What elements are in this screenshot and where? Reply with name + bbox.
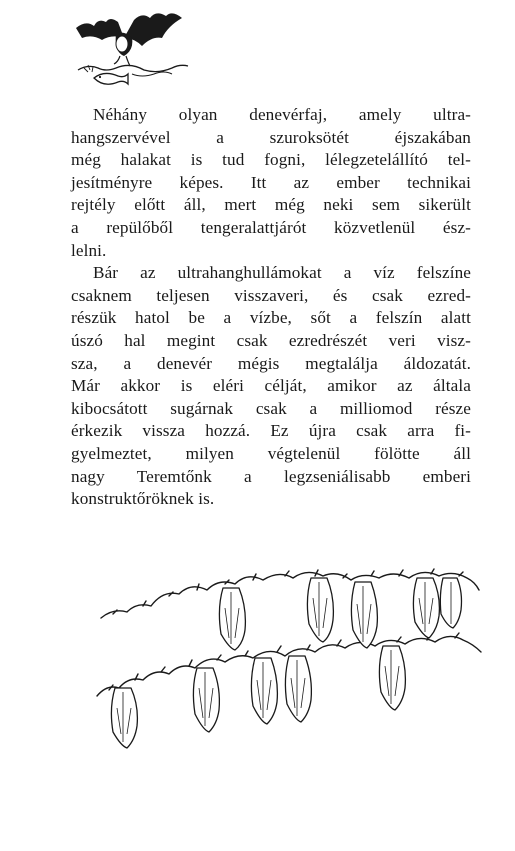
hanging-bat [307,578,333,642]
text-line: csaknem teljesen visszaveri, és csak ezred- [71,285,471,305]
text-line: nagy Teremtőnk a legzseniálisabb emberi [71,466,471,486]
hanging-bat [111,688,137,748]
cave-ceiling-lower-texture [109,633,459,690]
text-line: hangszervével a szuroksötét éjszakában [71,127,471,147]
text-line: Már akkor is eléri célját, amikor az általa [71,376,471,396]
paragraph-2 [71,262,471,511]
bat-feet [114,56,130,66]
hanging-bat [285,656,311,722]
text-line: Bár az ultrahanghullámokat a víz felszíne [93,263,471,283]
text-line: konstruktőröknek is. [71,489,215,509]
paragraph-1 [71,104,471,262]
hanging-bat [251,658,277,724]
hanging-bat [413,578,439,638]
text-line: gyelmeztet, milyen végtelenül fölötte áll [71,443,471,463]
water-line [78,65,188,71]
hanging-bat [379,646,405,710]
bat-fishing-illustration [72,8,192,90]
text-line: még halakat is tud fogni, lélegzetelállító tel- [71,150,471,170]
water-line-2 [132,72,172,76]
hanging-bats-illustration [93,568,483,778]
text-line: Néhány olyan denevérfaj, amely ultra- [93,105,471,124]
fish [94,73,128,84]
text-line: lelni. [71,240,107,260]
text-line: kibocsátott sugárnak csak a milliomod része [71,398,471,418]
bat-wing-right [124,13,182,46]
text-line: részük hatol be a vízbe, sőt a felszín alatt [71,308,471,328]
text-line: rejtély előtt áll, mert még neki sem sikerült [71,195,471,215]
hanging-bat [193,668,219,732]
hanging-bat [219,588,245,650]
hanging-bat [351,582,377,648]
body-text [71,104,471,511]
text-line: a repülőből tengeralattjárót közvetlenül ész- [71,217,471,237]
text-line: úszó hal megint csak ezredrészét veri visz- [71,330,471,350]
text-line: érkezik vissza hozzá. Ez újra csak arra fi- [71,421,471,441]
bat-belly [116,36,128,52]
text-line: sza, a denevér mégis megtalálja áldozatát. [71,353,471,373]
fish-eye [99,76,101,78]
text-line: jesítményre képes. Itt az ember technikai [71,172,471,192]
